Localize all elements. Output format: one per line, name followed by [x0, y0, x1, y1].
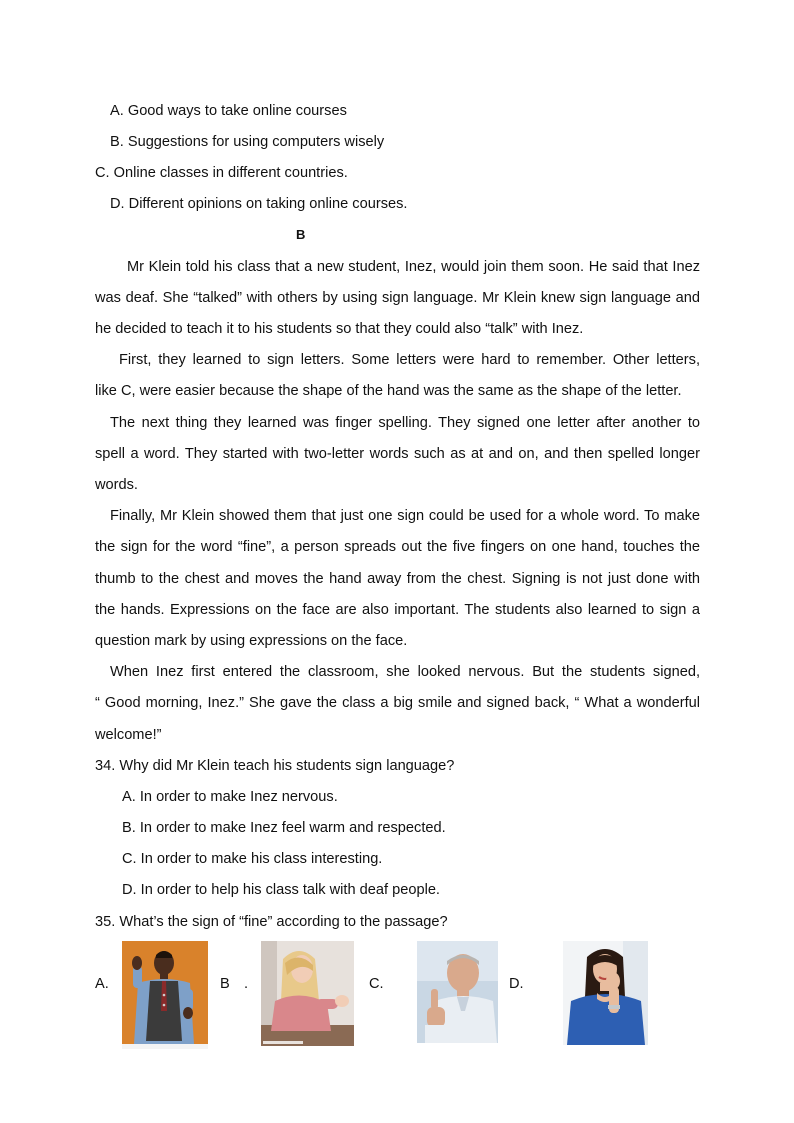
picture-c-man-thumbs-up: [417, 941, 498, 1043]
q34-option-c: C. In order to make his class interesting.: [122, 851, 383, 867]
prev-option-c: C. Online classes in different countries.: [95, 165, 348, 181]
passage-line: When Inez first entered the classroom, she looked nervous. But the students signed,: [110, 664, 700, 680]
passage-line: words.: [95, 477, 138, 493]
q35-label-b-dot: .: [244, 976, 249, 992]
passage-line: question mark by using expressions on the face.: [95, 633, 408, 649]
passage-line: Mr Klein told his class that a new student, Inez, would join them soon. He said that Inez: [127, 259, 700, 275]
passage-line: he decided to teach it to his students so that they could also “talk” with Inez.: [95, 321, 584, 337]
q34-option-a: A. In order to make Inez nervous.: [122, 789, 338, 805]
q35-label-c: C.: [369, 976, 384, 992]
q35-label-b: B: [220, 976, 230, 992]
passage-line: First, they learned to sign letters. Some letters were hard to remember. Other letters,: [119, 352, 700, 368]
passage-line: welcome!”: [95, 727, 162, 743]
section-label: B: [296, 227, 306, 242]
picture-d-woman-hand-chest: [563, 941, 648, 1045]
passage-line: the sign for the word “fine”, a person spreads out the five fingers on one hand, touches the: [95, 539, 700, 555]
passage-line: The next thing they learned was finger spelling. They signed one letter after another to: [110, 415, 700, 431]
prev-option-d: D. Different opinions on taking online courses.: [110, 196, 408, 212]
passage-line: the hands. Expressions on the face are also important. The students also learned to sign a: [95, 602, 700, 618]
picture-b-woman-signing: [261, 941, 354, 1046]
question-35: 35. What’s the sign of “fine” according to the passage?: [95, 914, 448, 930]
passage-line: spell a word. They started with two-letter words such as at and on, and then spelled longer: [95, 446, 700, 462]
prev-option-b: B. Suggestions for using computers wisely: [110, 134, 385, 150]
passage-line: like C, were easier because the shape of the hand was the same as the shape of the letter.: [95, 383, 682, 399]
q35-label-d: D.: [509, 976, 524, 992]
question-34: 34. Why did Mr Klein teach his students sign language?: [95, 758, 455, 774]
passage-line: was deaf. She “talked” with others by using sign language. Mr Klein knew sign language and: [95, 290, 700, 306]
picture-a-man-signing: [122, 941, 208, 1049]
q34-option-b: B. In order to make Inez feel warm and respected.: [122, 820, 446, 836]
passage-line: “ Good morning, Inez.” She gave the class a big smile and signed back, “ What a wonderful: [95, 695, 700, 711]
q34-option-d: D. In order to help his class talk with deaf people.: [122, 882, 440, 898]
prev-option-a: A. Good ways to take online courses: [110, 103, 347, 119]
q35-label-a: A.: [95, 976, 109, 992]
passage-line: thumb to the chest and moves the hand away from the chest. Signing is not just done with: [95, 571, 700, 587]
passage-line: Finally, Mr Klein showed them that just one sign could be used for a whole word. To make: [110, 508, 700, 524]
